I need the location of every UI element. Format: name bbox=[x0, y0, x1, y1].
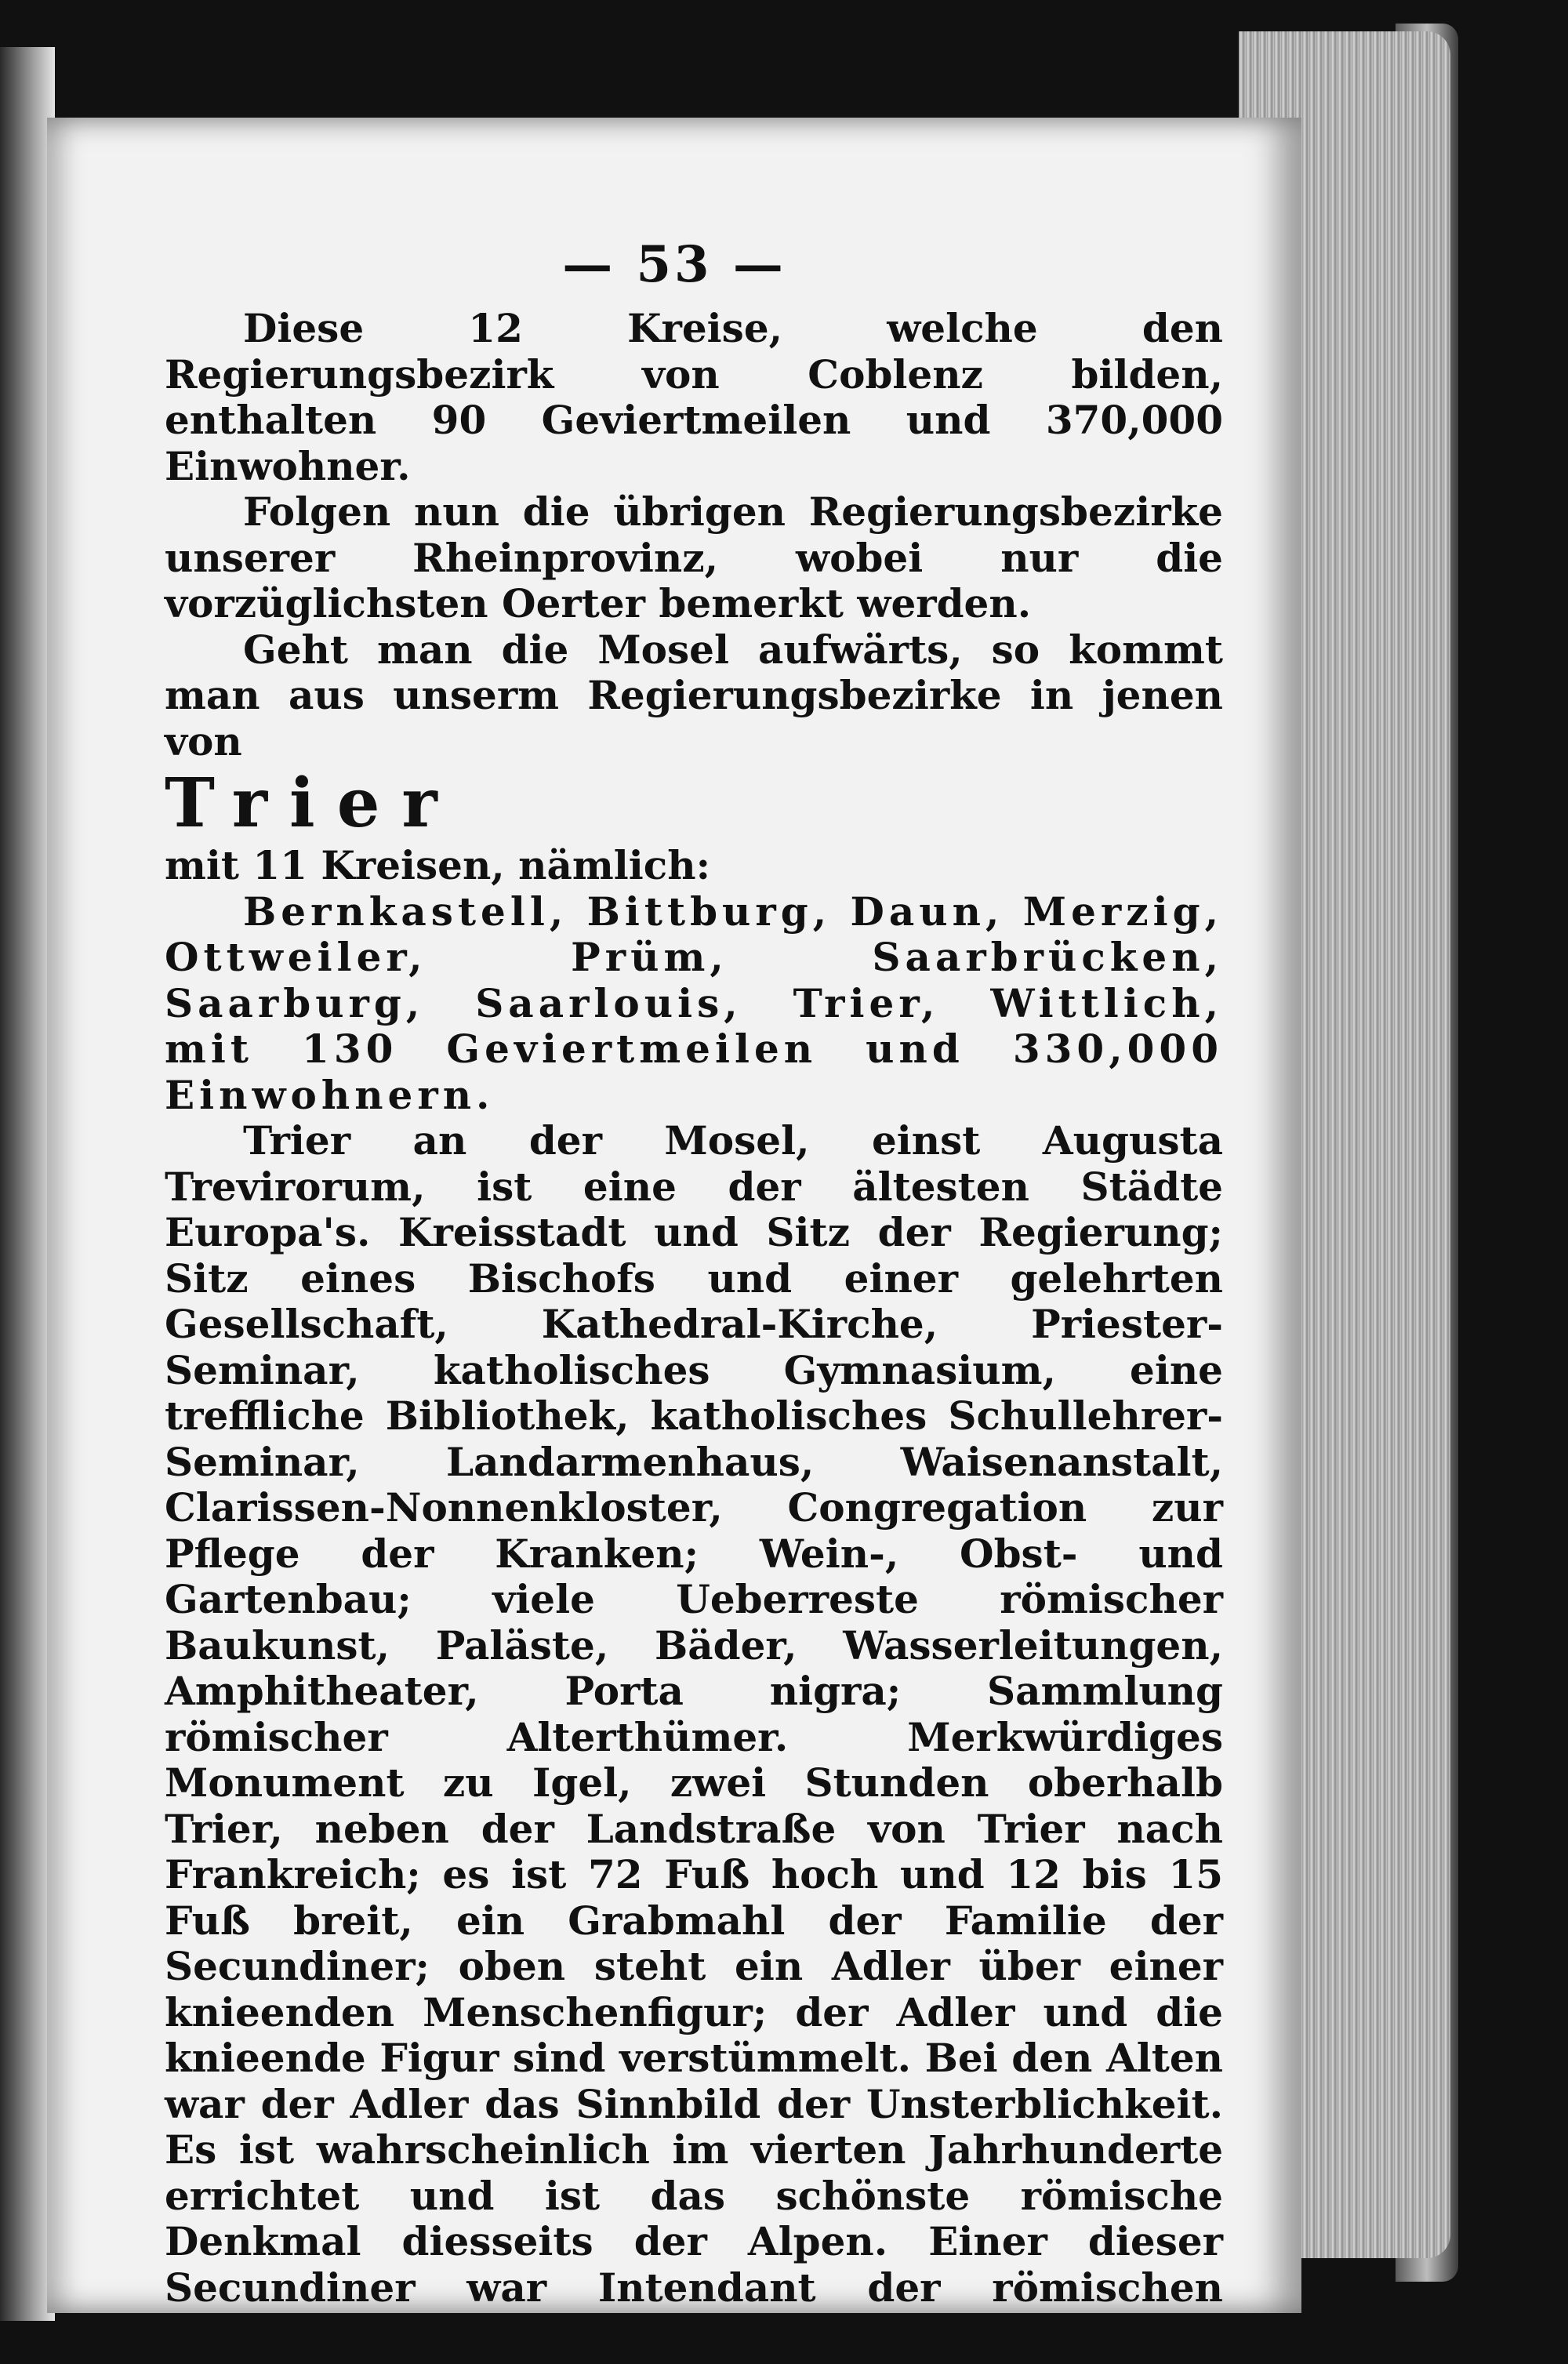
paragraph-district-list: Bernkastell, Bittburg, Daun, Merzig, Ottweiler, Prüm, Saarbrücken, Saarburg, Saarlouis, Trier, Wittlich, mit 130 Geviertmeilen und 330,000 Einwohnern. bbox=[165, 888, 1223, 1118]
paragraph-district-count: mit 11 Kreisen, nämlich: bbox=[165, 842, 711, 888]
page-text bbox=[165, 306, 1223, 2357]
paragraph-trier-description: Trier an der Mosel, einst Augusta Trevirorum, ist eine der ältesten Städte Europa's. Kreisstadt und Sitz der Regierung; Sitz eines Bischofs und einer gelehrten Gesellschaft, Kathedral-Kirche, Priester-Seminar, katholisches Gymnasium, eine treffliche Bibliothek, katholisches Schullehrer-Seminar, Landarmenhaus, Waisenanstalt, Clarissen-Nonnenkloster, Congregation zur Pflege der Kranken; Wein-, Obst- und Gartenbau; viele Ueberreste römischer Baukunst, Paläste, Bäder, Wasserleitungen, Amphitheater, Porta nigra; Sammlung römischer Alterthümer. Merkwürdiges Monument zu Igel, zwei Stunden oberhalb Trier, neben der Landstraße von Trier nach Frankreich; es ist 72 Fuß hoch und 12 bis 15 Fuß breit, ein Grabmahl der Familie der Secundiner; oben steht ein Adler über einer knieenden Menschenfigur; der Adler und die knieende Figur sind verstümmelt. Bei den Alten war der Adler das Sinnbild der Unsterblichkeit. Es ist wahrscheinlich im vierten Jahrhunderte errichtet und ist das schönste römische Denkmal diesseits der Alpen. Einer dieser Secundiner war Intendant der römischen Armee und hatte für den Unter- bbox=[165, 1117, 1223, 2356]
paragraph-coblenz-summary: Diese 12 Kreise, welche den Regierungsbezirk von Coblenz bilden, enthalten 90 Geviertmeilen und 370,000 Einwohner. bbox=[165, 305, 1223, 489]
book-page bbox=[47, 118, 1301, 2356]
page-number: — 53 — bbox=[562, 235, 786, 294]
paragraph-mosel: Geht man die Mosel aufwärts, so kommt man aus unserm Regierungsbezirke in jenen von bbox=[165, 626, 1223, 764]
paragraph-other-districts: Folgen nun die übrigen Regierungsbezirke unserer Rheinprovinz, wobei nur die vorzüglichsten Oerter bemerkt werden. bbox=[165, 488, 1223, 626]
section-heading-trier: Trier bbox=[165, 764, 459, 843]
